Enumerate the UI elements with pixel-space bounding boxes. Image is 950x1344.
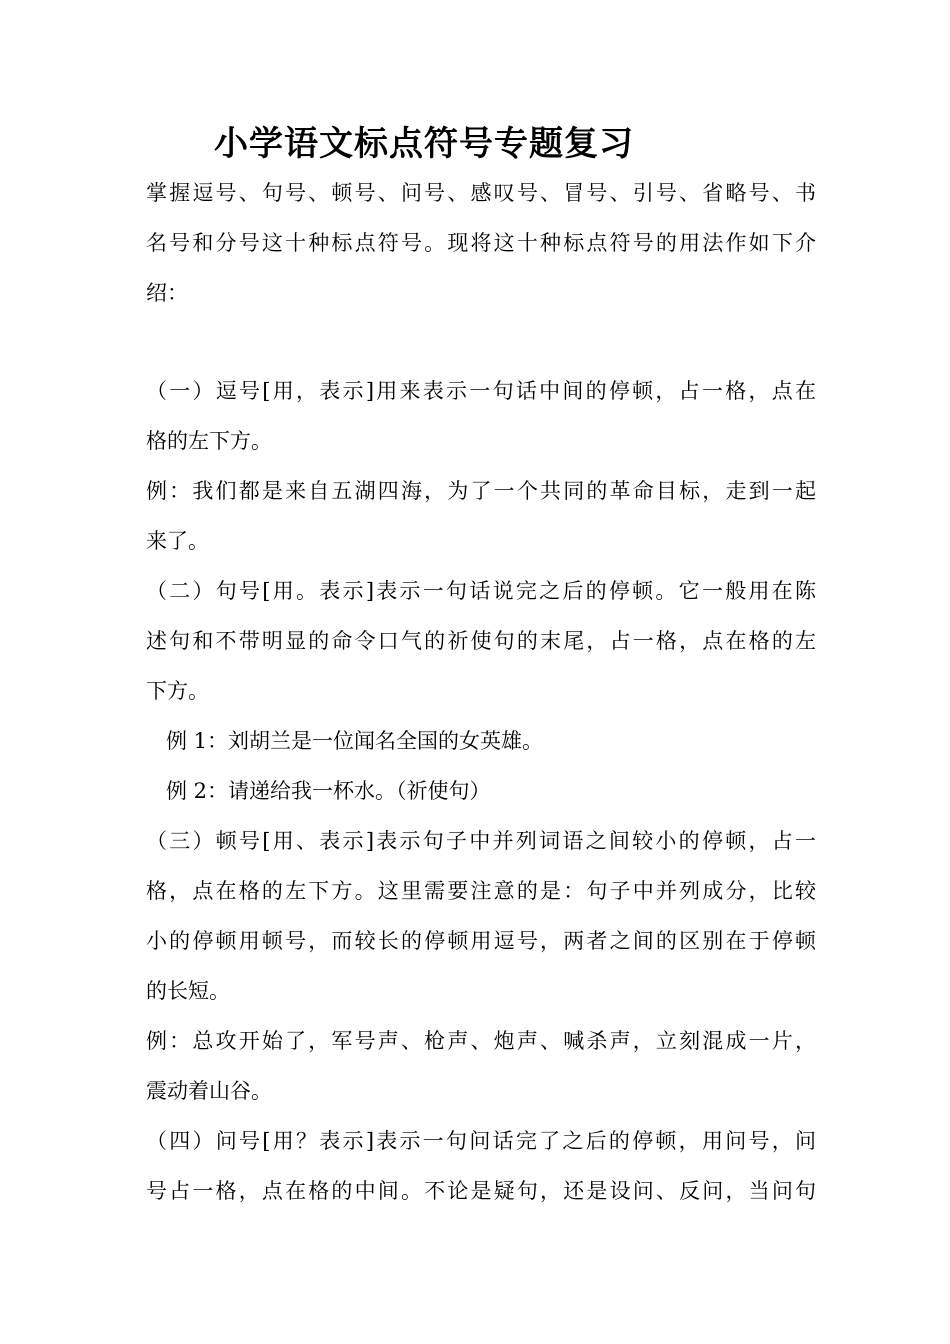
paragraph-line: 例：总攻开始了，军号声、枪声、炮声、喊杀声，立刻混成一片， [146,1029,816,1053]
paragraph-line: 号占一格，点在格的中间。不论是疑句，还是设问、反问，当问句 [146,1179,816,1203]
paragraph-line: 掌握逗号、句号、顿号、问号、感叹号、冒号、引号、省略号、书 [146,181,816,205]
paragraph-line: 名号和分号这十种标点符号。现将这十种标点符号的用法作如下介 [146,231,816,255]
example-line: 例 1：刘胡兰是一位闻名全国的女英雄。 [166,729,544,753]
paragraph-line: 格的左下方。 [146,429,272,453]
paragraph-line: 下方。 [146,679,209,703]
paragraph-line: 小的停顿用顿号，而较长的停顿用逗号，两者之间的区别在于停顿 [146,929,816,953]
example-line: 例 2：请递给我一杯水。（祈使句） [166,779,491,803]
paragraph-line: （三）顿号[用、表示]表示句子中并列词语之间较小的停顿，占一 [146,829,816,853]
paragraph-line: 震动着山谷。 [146,1079,272,1103]
paragraph-line: 例：我们都是来自五湖四海，为了一个共同的革命目标，走到一起 [146,479,816,503]
paragraph-line: 格，点在格的左下方。这里需要注意的是：句子中并列成分，比较 [146,879,816,903]
paragraph-line: 的长短。 [146,979,230,1003]
paragraph-line: 述句和不带明显的命令口气的祈使句的末尾，占一格，点在格的左 [146,629,816,653]
document-title: 小学语文标点符号专题复习 [214,124,634,164]
paragraph-line: 来了。 [146,529,209,553]
paragraph-line: （四）问号[用？表示]表示一句问话完了之后的停顿，用问号，问 [146,1129,816,1153]
paragraph-line: 绍： [146,281,188,305]
paragraph-line: （二）句号[用。表示]表示一句话说完之后的停顿。它一般用在陈 [146,579,816,603]
paragraph-line: （一）逗号[用，表示]用来表示一句话中间的停顿，占一格，点在 [146,379,816,403]
